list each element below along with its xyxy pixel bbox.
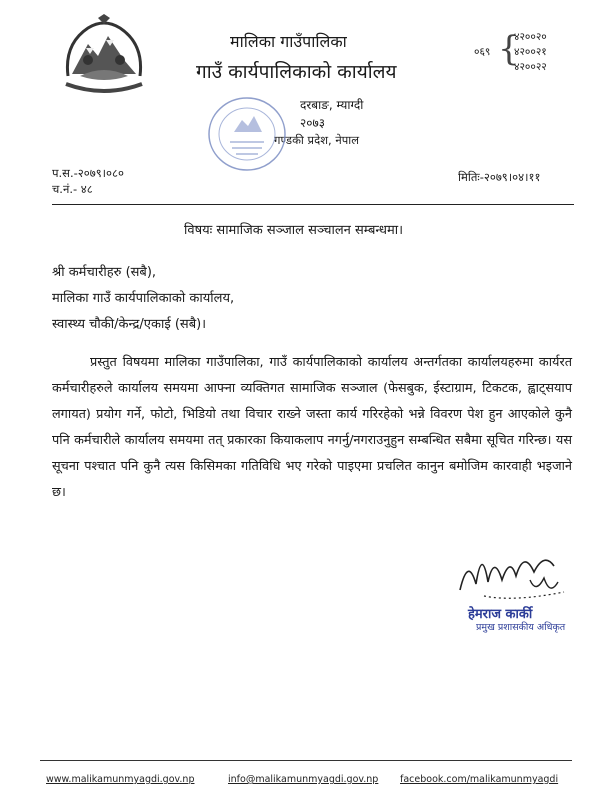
addressee-line: श्री कर्मचारीहरु (सबै), — [52, 265, 157, 280]
signatory-name: हेमराज कार्की — [468, 607, 533, 622]
addressee-line: मालिका गाउँ कार्यपालिकाको कार्यालय, — [52, 291, 235, 306]
office-name: मालिका गाउँपालिका — [230, 32, 347, 51]
phone-number: ४२००२१ — [514, 46, 547, 58]
footer-divider — [40, 760, 572, 761]
signatory-title: प्रमुख प्रशासकीय अधिकृत — [476, 622, 566, 633]
phone-number: ४२००२० — [514, 31, 547, 43]
letter-subject: विषयः सामाजिक सञ्जाल सञ्चालन सम्बन्धमा। — [184, 223, 404, 238]
letter-date: मितिः-२०७९।०४।११ — [458, 170, 541, 184]
dispatch-number: च.नं.- ४८ — [52, 182, 93, 196]
facebook-link[interactable]: facebook.com/malikamunmyagdi — [400, 774, 559, 785]
email-link[interactable]: info@malikamunmyagdi.gov.np — [228, 774, 379, 785]
phone-number: ४२००२२ — [514, 61, 547, 73]
website-link[interactable]: www.malikamunmyagdi.gov.np — [46, 774, 195, 785]
office-subtitle: गाउँ कार्यपालिकाको कार्यालय — [196, 61, 397, 83]
letter-body: प्रस्तुत विषयमा मालिका गाउँपालिका, गाउँ कार्यपालिकाको कार्यालय अन्तर्गतका कार्यालयहरुमा कार्यरत कर्मचारीहरुले कार्यालय समयमा आफ्ना व्यक्तिगत सामाजिक सञ्जाल (फेसबुक, ईस्टाग्राम, टिकटक, ह्वाट्सयाप लगायत) प्रयोग गर्ने, फोटो, भिडियो तथा विचार राख्ने जस्ता कार्य गरिरहेको भन्ने विवरण पेश हुन आएकोले कुनै पनि कर्मचारीले कार्यालय समयमा तत् प्रकारका कियाकलाप नगर्नु/नगराउनुहुन सम्बन्धित सबैमा सूचित गरिन्छ। यस सूचना पश्चात पनि कुनै त्यस किसिमका गतिविधि भए गरेको पाइएमा प्रचलित कानुन बमोजिम कारवाही भइजाने छ। — [52, 355, 572, 500]
establishment-year: २०७३ — [300, 116, 325, 130]
office-address: दरबाङ, म्याग्दी — [300, 98, 364, 112]
header-divider — [52, 204, 574, 205]
handwritten-signature-icon — [454, 536, 574, 606]
brace-icon: { — [498, 29, 520, 69]
nepal-emblem-icon — [58, 14, 150, 100]
office-seal-icon — [204, 92, 290, 176]
office-province: गण्डकी प्रदेश, नेपाल — [274, 133, 360, 147]
letter-number: प.स.-२०७९।०८० — [52, 166, 124, 180]
phone-area-code: ०६९ — [474, 46, 491, 58]
addressee-line: स्वास्थ्य चौकी/केन्द्र/एकाई (सबै)। — [52, 317, 207, 332]
